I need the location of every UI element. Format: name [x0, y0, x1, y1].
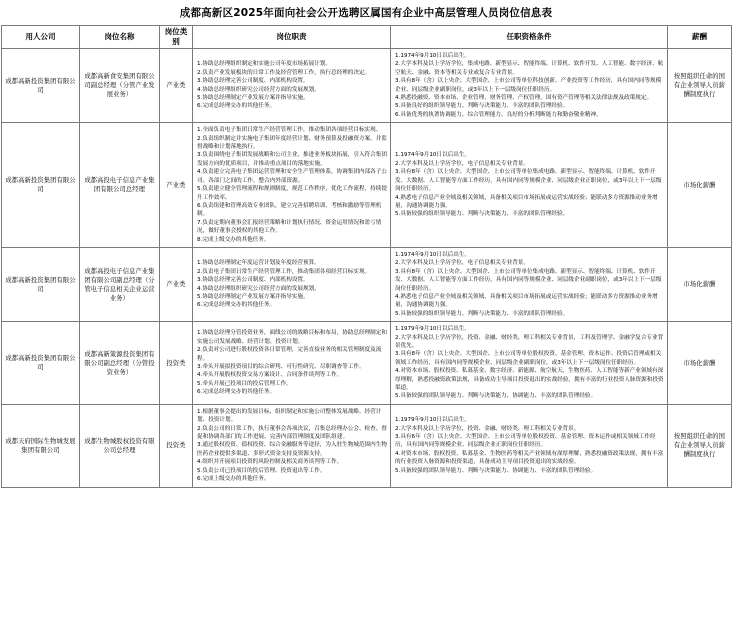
cell-duty-line: 1.全面负责电子集团日常生产经营管理工作，推动集团各项经营目标实现。	[197, 127, 382, 134]
cell-duty	[193, 247, 391, 321]
table-header-row	[2, 26, 732, 49]
cell-category: 产业类	[160, 247, 193, 321]
column-header-post: 岗位名称	[80, 26, 160, 49]
cell-qualification-line: 3.具有8年（含）以上央企、大型国企、上市公司等单位集成电路、新型显示、智能终端、计算机、软件开发、大数据、人工智能等方面工作经历，具有国内同等规模企业、同层级企业副职岗位，或3年以上下一层级岗位任职经历。	[395, 268, 662, 292]
column-header-duty: 岗位职责	[193, 26, 391, 49]
cell-duty	[193, 49, 391, 123]
cell-pay: 按照组织任命的国有企业领导人员薪酬制度执行	[668, 49, 732, 123]
table-row	[2, 322, 732, 405]
cell-post: 成都生物城股权投资有限公司总经理	[80, 404, 160, 487]
cell-company: 成都高新投资集团有限公司	[2, 49, 80, 123]
job-information-table	[1, 25, 732, 488]
cell-duty	[193, 123, 391, 248]
cell-qualification	[391, 123, 668, 248]
cell-qualification-line: 4.熟悉投融资、资本市场、企业管理、财务管理、产权管理，国有资产管理等相关法律法规及政策规定。	[395, 95, 653, 102]
column-header-pay: 薪酬	[668, 26, 732, 49]
cell-qualification-line: 2.大学本科及以上学历学位，电子信息相关专业背景。	[395, 260, 529, 267]
cell-qualification-line: 4.对资本市场、股权投资、私募基金、生物医药等相关产业领域有深厚理解，熟悉投融资政策法规，拥有丰富的行业投资人脉资源和投资渠道，具备成功主导项目投资退出的实战经验。	[395, 450, 664, 466]
cell-duty-line: 6.完成上级交办的其他任务。	[197, 476, 270, 483]
cell-pay: 按照组织任命的国有企业领导人员薪酬制度执行	[668, 404, 732, 487]
cell-duty-line: 4.牵头开展股权投资交易方案设计、合同条件谈判等工作。	[197, 372, 343, 379]
cell-qualification-line: 4.熟悉电子信息产业全域及相关领域，具备相关项目市场拓展或运营实战经验；能联动多方资源推动业务增量，沟通协调能力强。	[395, 293, 658, 309]
cell-duty	[193, 322, 391, 405]
cell-category: 产业类	[160, 123, 193, 248]
column-header-category: 岗位类别	[160, 26, 193, 49]
cell-duty-line: 1.协助总经理组织制定和实施公司年度市场拓展计划。	[197, 61, 331, 68]
cell-qualification-line: 4.熟悉电子信息产业全域及相关领域，具备相关项目市场拓展或运营实战经验；能联动多方资源推动业务增量，沟通协调能力强。	[395, 194, 658, 209]
cell-duty	[193, 404, 391, 487]
cell-qualification-line: 1.1979年9月10日以后出生。	[395, 417, 470, 424]
cell-qualification-line: 5.具备较强的组织领导能力、判断与决策能力、丰富的团队管理经验。	[395, 310, 569, 317]
cell-duty-line: 4.负责建立完善电子集团运营管理和安全生产管理体系，协调集团内部各子公司、各部门之间的工作，整合内外部资源。	[197, 169, 387, 184]
table-header	[2, 26, 732, 49]
cell-duty-line: 4.组织并开展项目投资的风险控制及相关商务谈判等工作。	[197, 459, 343, 466]
table-row	[2, 49, 732, 123]
cell-category: 产业类	[160, 49, 193, 123]
cell-pay: 市场化薪酬	[668, 322, 732, 405]
cell-qualification-line: 1.1974年9月10日以后出生。	[395, 152, 470, 159]
table-row	[2, 247, 732, 321]
cell-category: 投资类	[160, 404, 193, 487]
cell-company: 成都高新投资集团有限公司	[2, 322, 80, 405]
column-header-company: 用人公司	[2, 26, 80, 49]
cell-duty-line: 4.协助总经理组织研究公司经营方面的发展规划。	[197, 285, 320, 292]
page-title: 成都高新区2025年面向社会公开选聘区属国有企业中高层管理人员岗位信息表	[179, 7, 553, 19]
cell-duty-line: 8.完成上级交办的其他任务。	[197, 236, 270, 243]
cell-duty-line: 5.负责公司已投项目的投后管理、投资退出等工作。	[197, 467, 326, 474]
cell-qualification-line: 5.具备较强的团队领导能力、判断与决策能力、协调能力、丰富的团队管理经验。	[395, 467, 597, 474]
cell-duty-line: 3.协助总经理完善公司制度、内部机构设置。	[197, 78, 309, 85]
table-row	[2, 404, 732, 487]
cell-qualification	[391, 322, 668, 405]
cell-pay: 市场化薪酬	[668, 123, 732, 248]
table-body	[2, 49, 732, 488]
cell-duty-line: 7.负责定期向董事会汇报经营策略和计划执行情况、资金运用情况和盈亏情况，做好董事会授权的其他工作。	[197, 219, 382, 235]
cell-qualification-line: 1.1974年9月10日以后出生。	[395, 251, 470, 258]
cell-pay: 市场化薪酬	[668, 247, 732, 321]
cell-qualification-line: 3.具有8年（含）以上央企、大型国企、上市公司等单位集成电路、新型显示、智能终端、计算机、软件开发、大数据、人工智能等方面工作经历，具有国内同等规模企业、同层级企业正职岗位，或3年以上下一层级岗位任职经历。	[395, 169, 662, 193]
cell-duty-line: 6.负责组建和管理高效专业团队，建立完善招聘培训、考核和激励等管理机制。	[197, 202, 382, 218]
cell-qualification-line: 6.具备优秀的执著协调能力、综合管理能力、良好的分析判断能力和勤奋敬业精神。	[395, 111, 602, 118]
cell-company: 成都天府国际生物城发展集团有限公司	[2, 404, 80, 487]
table-row	[2, 123, 732, 248]
cell-duty-line: 4.协助总经理组织研究公司经营方面的发展规划。	[197, 86, 320, 93]
cell-qualification-line: 5.具备较强的团队领导能力、判断与决策能力、协调能力、丰富的团队管理经验。	[395, 393, 597, 400]
cell-duty-line: 2.负责组织制定并实施电子集团年度经营计划、财务预算及投融资方案，并监督战略和计划落地执行。	[197, 135, 387, 151]
cell-post: 成都高新食安集团有限公司副总经理（分管产业发展业务）	[80, 49, 160, 123]
cell-qualification-line: 5.具备良好的组织领导能力、判断与决策能力、丰富的团队管理经验。	[395, 103, 569, 110]
cell-qualification-line: 5.具备较强的组织领导能力、判断与决策能力、丰富的团队管理经验。	[395, 211, 569, 218]
cell-duty-line: 2.负责对公司进行股权投资各日常管理，完善直接业务的相关管理制度及流程。	[197, 347, 382, 362]
cell-qualification	[391, 49, 668, 123]
cell-duty-line: 3.通过股权投资、债权投资、综合金融服务等途径，为入驻生物城范围内生物医药企业提供多渠道、多形式资金支持及资源支持。	[197, 442, 387, 457]
cell-qualification-line: 1.1979年9月10日以后出生。	[395, 326, 470, 333]
cell-duty-line: 5.协助总经理制定产业发展方案并指导实施。	[197, 95, 309, 102]
cell-duty-line: 3.负责围绕电子集团发展战略和公司主业，推进业务板块拓展，引入符合集团发展方向的优质项目，并推动重点项目的落地实施。	[197, 152, 387, 167]
cell-qualification-line: 3.具有6年（含）以上央企、大型国企、上市公司等单位股权投资、基金管理、资本运作或相关领域工作经历，具有国内同等规模企业、同层级企业正职岗位任职经历。	[395, 434, 656, 449]
column-header-qualification: 任职资格条件	[391, 26, 668, 49]
cell-qualification-line: 3.具有8年（含）以上央企、大型国企、上市公司等单位股权投资、基金管理、资本运作、投资后管理或相关领域工作经历，具有国内同等规模企业、同层级企业副职岗位，或3年以上下一层级岗位任职经历。	[395, 351, 662, 366]
cell-qualification	[391, 247, 668, 321]
cell-qualification-line: 2.大学本科及以上学历学位，投资、金融、财经类、理工科相关专业背景。	[395, 425, 580, 432]
cell-duty-line: 5.负责建立健全管理流程和规则制度，规范工作秩序，优化工作流程，持续提升工作效率。	[197, 186, 387, 201]
cell-qualification-line: 2.大学本科及以上学历学位，电子信息相关专业背景。	[395, 160, 529, 167]
cell-duty-line: 2.负责公司的日常工作，执行董事会各项决议，召集总经理办公会、检查、督促和协调各部门的工作进展，完善内部管理制度及团队组建。	[197, 425, 387, 441]
cell-duty-line: 6.完成总经理交办的其他任务。	[197, 389, 276, 396]
cell-qualification-line: 4.对资本市场、股权投资、私募基金、数字经济、新能源、航空航天、生物医药、人工智能等新产业领域有深厚理解，熟悉投融资政策法规，具备成功主导项目投资退出的实战经验，拥有丰富的行业投资人脉资源和投资渠道。	[395, 368, 664, 392]
cell-duty-line: 2.负责产业发展板块的日常工作及经营管理工作，执行总经理的决定。	[197, 69, 371, 76]
cell-qualification-line: 2.大学本科及以上学历学位，投资、金融、财经类、理工科相关专业背景，工科及管理学、金融学复合专业背景优先。	[395, 334, 664, 349]
cell-qualification	[391, 404, 668, 487]
cell-duty-line: 6.完成总经理交办的其他任务。	[197, 302, 276, 309]
cell-post: 成都高投电子信息产业集团有限公司副总经理（分管电子信息相关企业运营业务）	[80, 247, 160, 321]
cell-duty-line: 5.牵头开展已投项目的投后管理工作。	[197, 380, 292, 387]
cell-duty-line: 2.负责电子集团日常生产经营管理工作，推动集团各项经营目标实现。	[197, 268, 371, 275]
cell-duty-line: 3.牵头开展拟投资项目的综合研判、可行性研究、尽职调查等工作。	[197, 364, 365, 371]
cell-qualification-line: 1.1974年9月10日以后出生。	[395, 53, 470, 59]
cell-duty-line: 1.协助总经理分管投资业务，面线公司的战略目标和布局，协助总经理制定和实施公司发展战略、经营计划、投资计划。	[197, 330, 387, 345]
cell-category: 投资类	[160, 322, 193, 405]
cell-qualification-line: 3.具有8年（含）以上央企、大型国企、上市公司等单位科技创新、产业投资等工作经历，具有国内同等规模企业、同层级企业副职岗位，或3年以上下一层级岗位任职经历。	[395, 78, 662, 93]
cell-duty-line: 3.协助总经理完善公司制度、内部机构设置。	[197, 277, 309, 284]
cell-company: 成都高新投资集团有限公司	[2, 123, 80, 248]
cell-duty-line: 5.协助总经理制定产业发展方案并指导实施。	[197, 293, 309, 300]
cell-duty-line: 1.协助总经理制定年度运营计划及年度经营预算。	[197, 260, 320, 267]
cell-duty-line: 6.完成总经理交办的其他任务。	[197, 103, 276, 110]
cell-qualification-line: 2.大学本科及以上学历学位，集成电路、新型显示、智能终端、计算机、软件开发、人工智能、数字经济、航空航天、金融、资本等相关专业或复合专业背景。	[395, 61, 664, 76]
cell-post: 成都高新策源投资集团有限公司副总经理（分管投资业务）	[80, 322, 160, 405]
cell-duty-line: 1.根据董事会提出的发展目标，组织制定和实施公司整体发展战略、经营计划、投资计划。	[197, 408, 382, 424]
cell-post: 成都高投电子信息产业集团有限公司总经理	[80, 123, 160, 248]
cell-company: 成都高新投资集团有限公司	[2, 247, 80, 321]
